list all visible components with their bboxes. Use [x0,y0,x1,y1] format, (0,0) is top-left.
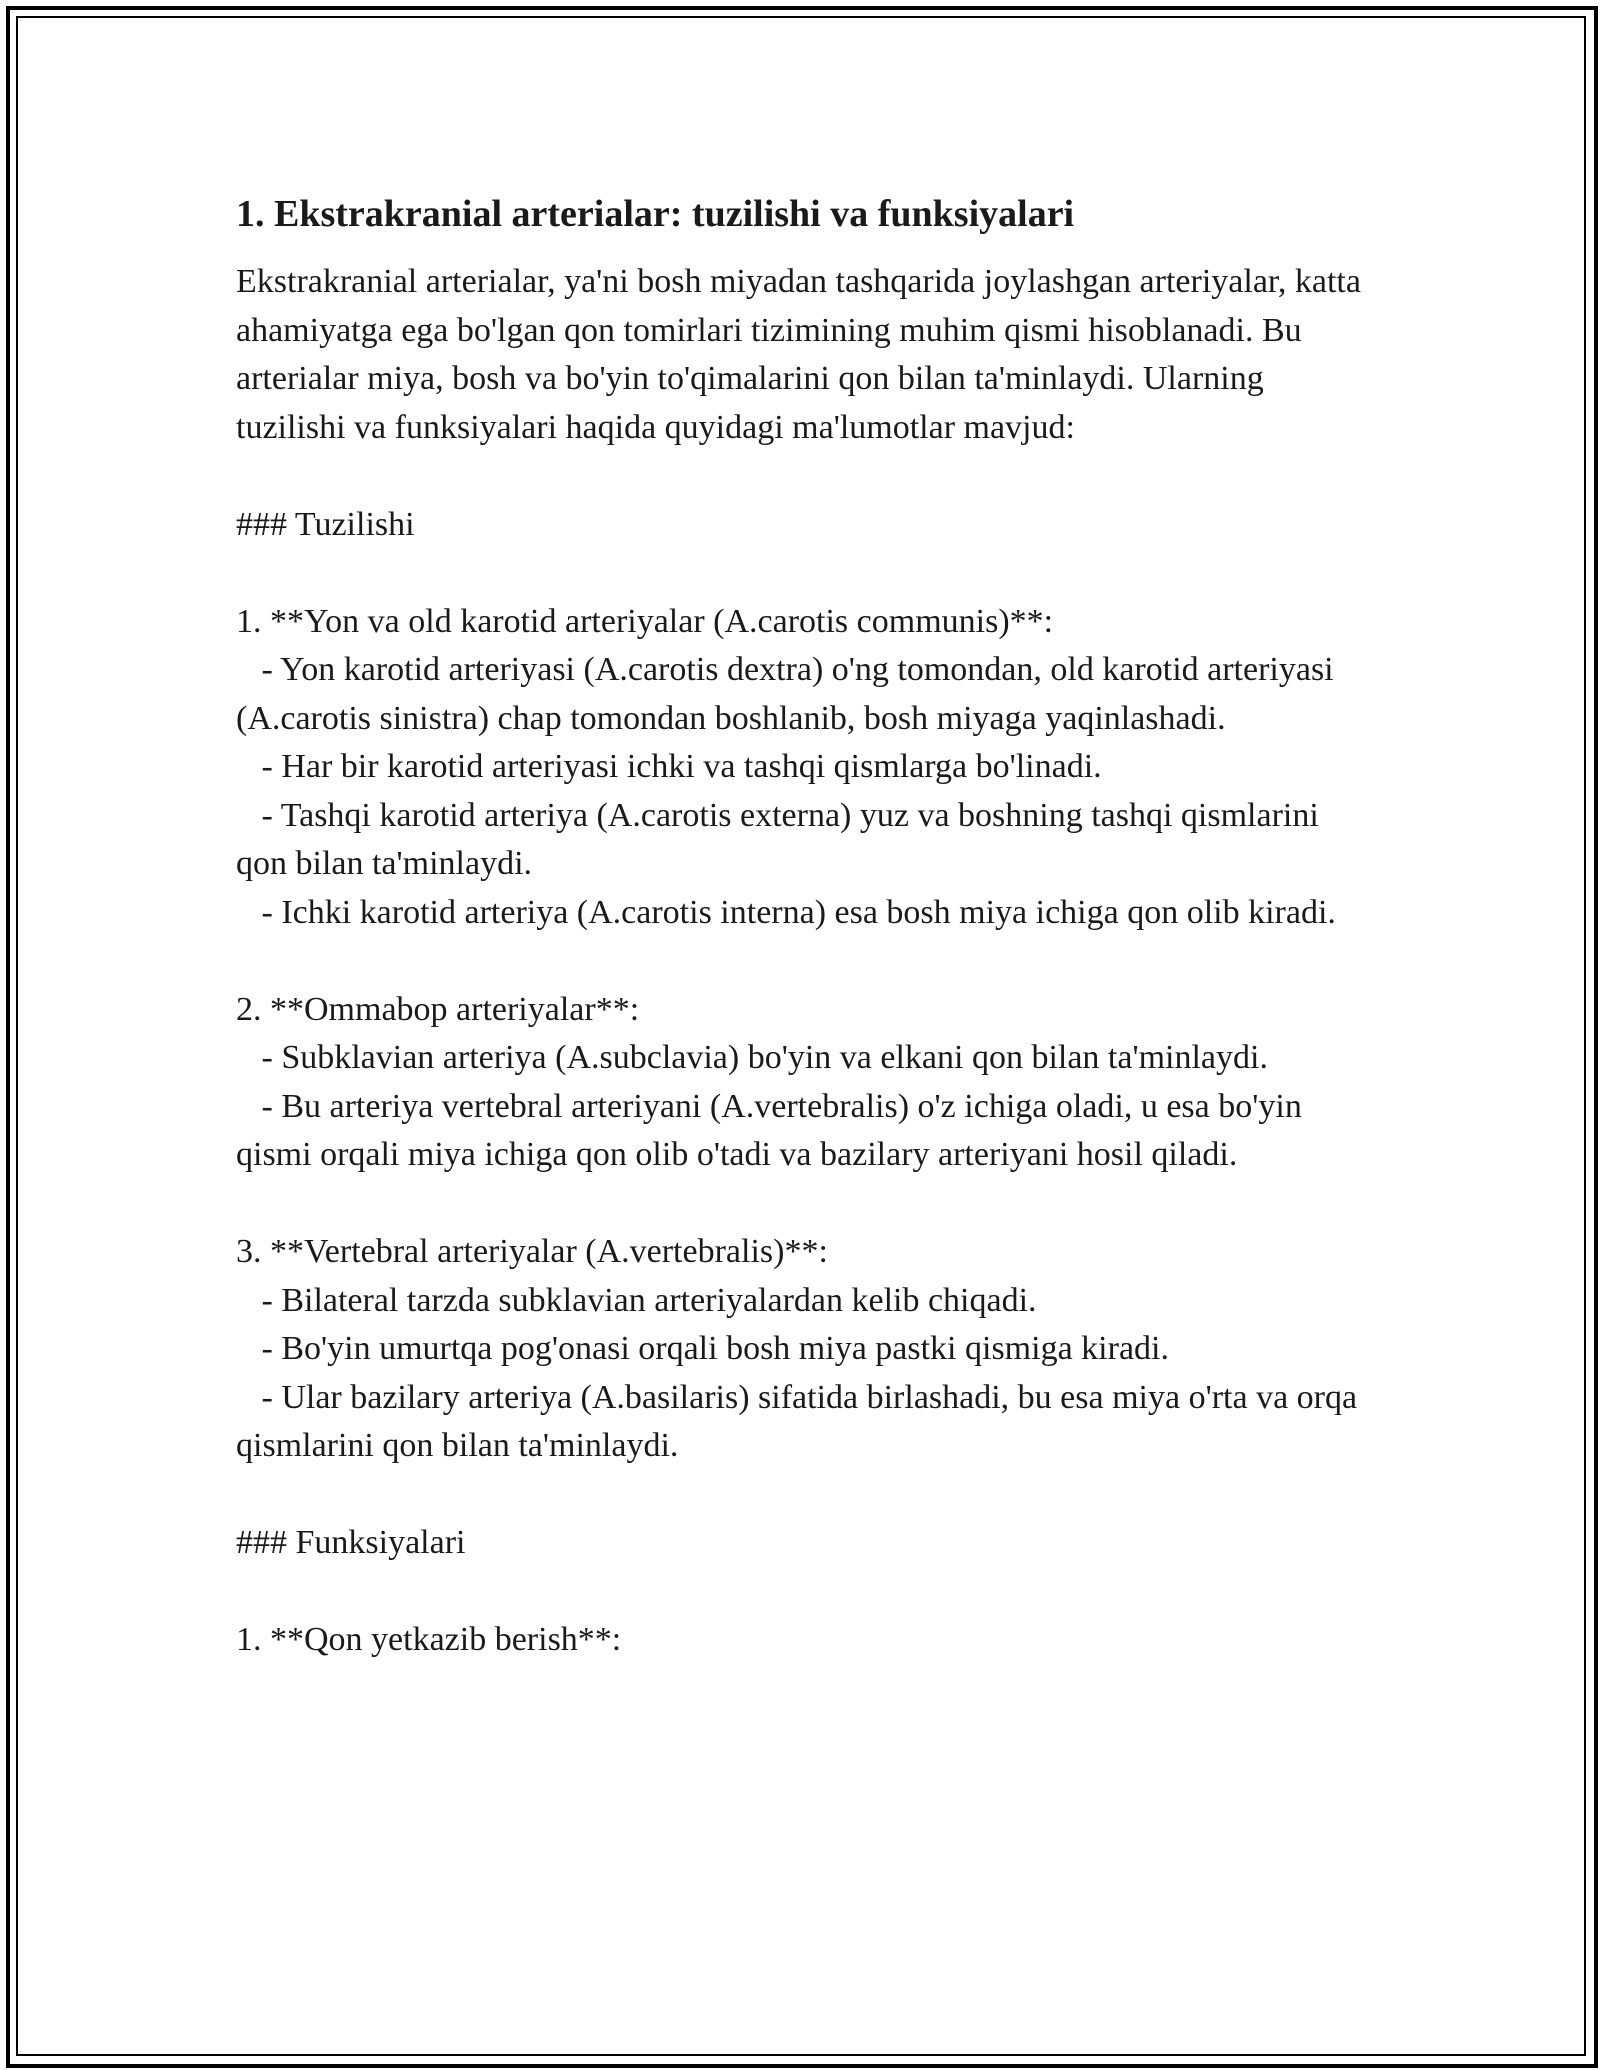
list-item-heading: 1. **Qon yetkazib berish**: [236,1621,622,1658]
spacer [236,549,1366,598]
list-item-bullet: - Yon karotid arteriyasi (A.carotis dextra) o'ng tomondan, old karotid arteriyasi (A.carotis sinistra) chap tomondan boshlanib, bosh miyaga yaqinlashadi. [236,651,1343,737]
spacer [236,1471,1366,1520]
document-body [236,186,1370,1665]
list-item-bullet: - Tashqi karotid arteriya (A.carotis externa) yuz va boshning tashqi qismlarini qon bilan ta'minlaydi. [236,796,1328,882]
list-item-bullet: - Ular bazilary arteriya (A.basilaris) sifatida birlashadi, bu esa miya o'rta va orqa qismlarini qon bilan ta'minlaydi. [236,1378,1366,1464]
spacer [236,937,1366,986]
intro-paragraph: Ekstrakranial arterialar, ya'ni bosh miyadan tashqarida joylashgan arteriyalar, katta ahamiyatga ega bo'lgan qon tomirlari tizimining muhim qismi hisoblanadi. Bu arterialar miya, bosh va bo'yin to'qimalarini qon bilan ta'minlaydi. Ularning tuzilishi va funksiyalari haqida quyidagi ma'lumotlar mavjud: [236,263,1370,446]
list-item-heading: 1. **Yon va old karotid arteriyalar (A.carotis communis)**: [236,602,1054,640]
list-item-bullet: - Ichki karotid arteriya (A.carotis interna) esa bosh miya ichiga qon olib kiradi. [236,893,1336,931]
list-item-bullet: - Bilateral tarzda subklavian arteriyalardan kelib chiqadi. [236,1281,1037,1319]
spacer [236,452,1366,501]
list-item-bullet: - Subklavian arteriya (A.subclavia) bo'yin va elkani qon bilan ta'minlaydi. [236,1039,1268,1076]
list-item-bullet: - Bo'yin umurtqa pog'onasi orqali bosh miya pastki qismiga kiradi. [236,1330,1169,1367]
section-heading-tuzilishi: ### Tuzilishi [236,505,415,543]
list-item-bullet: - Har bir karotid arteriyasi ichki va tashqi qismlarga bo'linadi. [236,748,1102,785]
spacer [236,1568,1366,1617]
document-title: 1. Ekstrakranial arterialar: tuzilishi va funksiyalari [236,193,1075,235]
spacer [236,1180,1366,1229]
section-heading-funksiyalari: ### Funksiyalari [236,1524,466,1561]
list-item-heading: 2. **Ommabop arteriyalar**: [236,990,640,1028]
list-item-bullet: - Bu arteriya vertebral arteriyani (A.vertebralis) o'z ichiga oladi, u esa bo'yin qismi orqali miya ichiga qon olib o'tadi va bazilary arteriyani hosil qiladi. [236,1087,1311,1173]
list-item-heading: 3. **Vertebral arteriyalar (A.vertebralis)**: [236,1233,828,1270]
